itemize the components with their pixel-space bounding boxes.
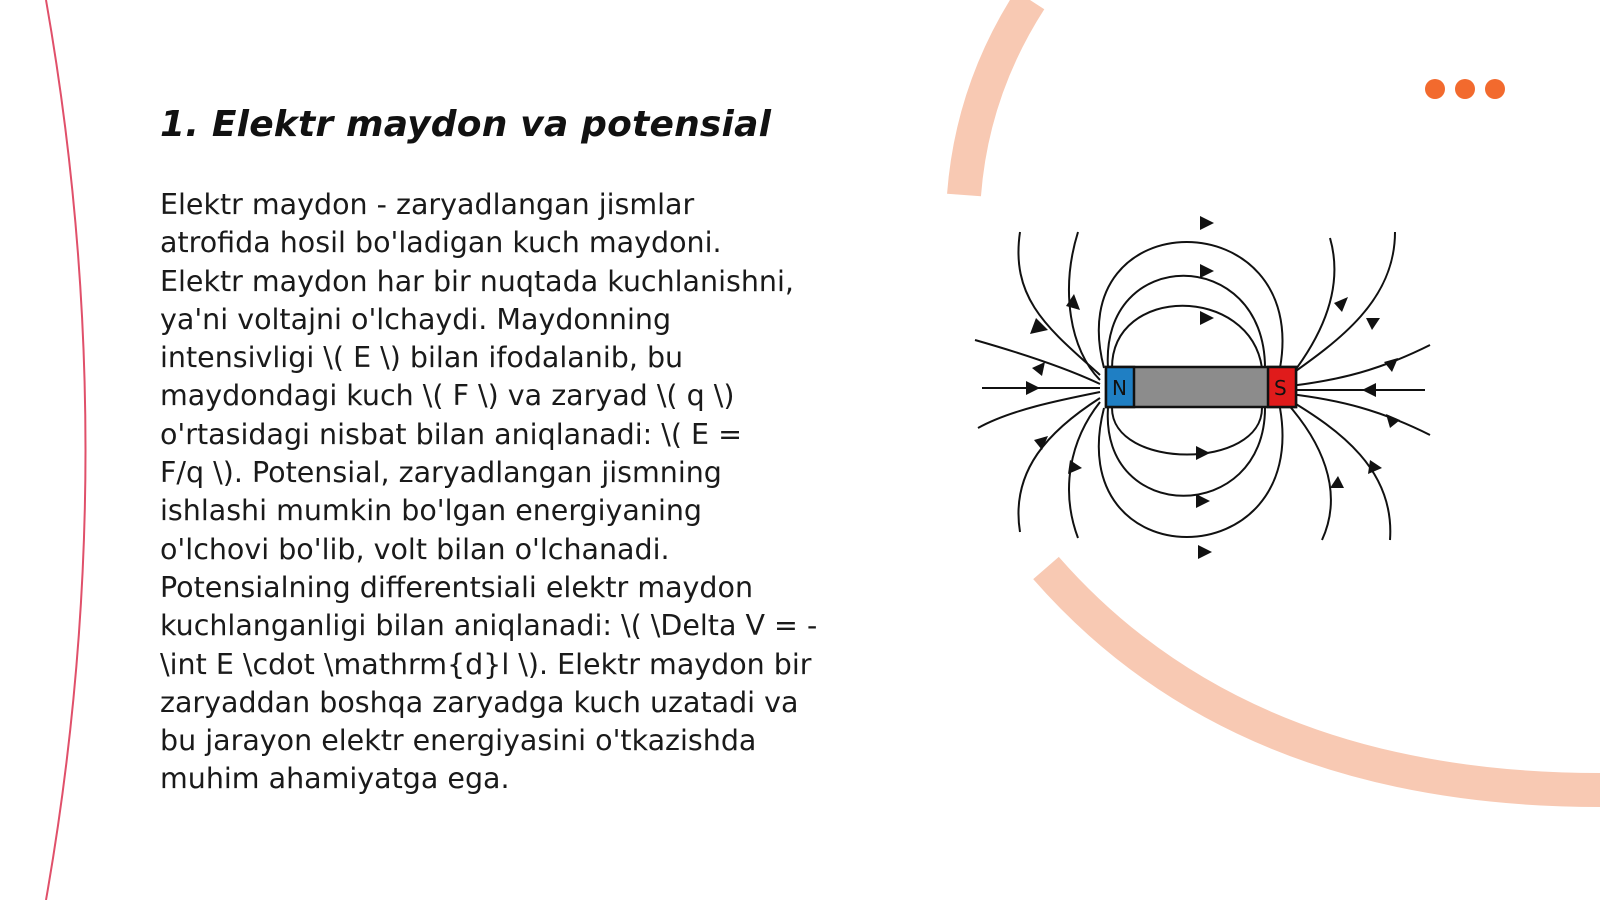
more-dots-icon — [1425, 79, 1505, 99]
south-label: S — [1274, 376, 1287, 400]
arrow-head — [1200, 216, 1214, 230]
arrow-head — [1334, 297, 1348, 312]
dot — [1455, 79, 1475, 99]
ring-arc-lower — [1046, 568, 1600, 790]
field-line — [1112, 408, 1262, 455]
arrow-head — [1330, 476, 1344, 488]
magnetic-field-diagram — [960, 210, 1440, 560]
slide-body-text: Elektr maydon - zaryadlangan jismlar atrofida hosil bo'ladigan kuch maydoni. Elektr maydon har bir nuqtada kuchlanishni, ya'ni voltajni o'lchaydi. Maydonning intensivligi \( E \) bilan ifodalanib, bu maydondagi kuch \( F \) va zaryad \( q \) o'rtasidagi nisbat bilan aniqlanadi: \( E = F/q \). Potensial, zaryadlangan jismning ishlashi mumkin bo'lgan energiyaning o'lchovi bo'lib, volt bilan o'lchanadi. Potensialning differentsiali elektr maydon kuchlanganligi bilan aniqlanadi: \( \Delta V = - \int E \cdot \mathrm{d}l \). Elektr maydon bir zaryaddan boshqa zaryadga kuch uzatadi va bu jarayon elektr energiyasini o'tkazishda muhim ahamiyatga ega. — [160, 188, 818, 796]
ring-arc-upper — [964, 0, 1030, 195]
field-line — [1108, 276, 1265, 368]
north-label: N — [1112, 376, 1127, 400]
arrow-head — [1362, 383, 1376, 397]
arrow-head — [1366, 318, 1380, 330]
field-line — [975, 340, 1100, 384]
arrow-head — [1196, 446, 1210, 460]
arrow-head — [1200, 264, 1214, 278]
bar-magnet — [1106, 367, 1296, 407]
arrow-head — [1026, 381, 1040, 395]
dot — [1485, 79, 1505, 99]
arrow-head — [1030, 318, 1048, 334]
dot — [1425, 79, 1445, 99]
arrow-head — [1068, 460, 1082, 474]
arrow-head — [1032, 362, 1045, 376]
arrow-head — [1368, 460, 1382, 474]
field-line — [1018, 232, 1100, 375]
field-line — [1108, 408, 1265, 496]
slide-title: 1. Elektr maydon va potensial — [160, 104, 772, 145]
field-line — [1290, 345, 1430, 386]
field-line — [1099, 408, 1283, 537]
arrow-head — [1198, 545, 1212, 559]
arrow-head — [1196, 494, 1210, 508]
arrow-head — [1200, 311, 1214, 325]
field-line — [1099, 242, 1283, 368]
field-line — [1112, 306, 1262, 368]
left-edge-curve — [46, 0, 86, 900]
arrow-head — [1386, 414, 1400, 428]
